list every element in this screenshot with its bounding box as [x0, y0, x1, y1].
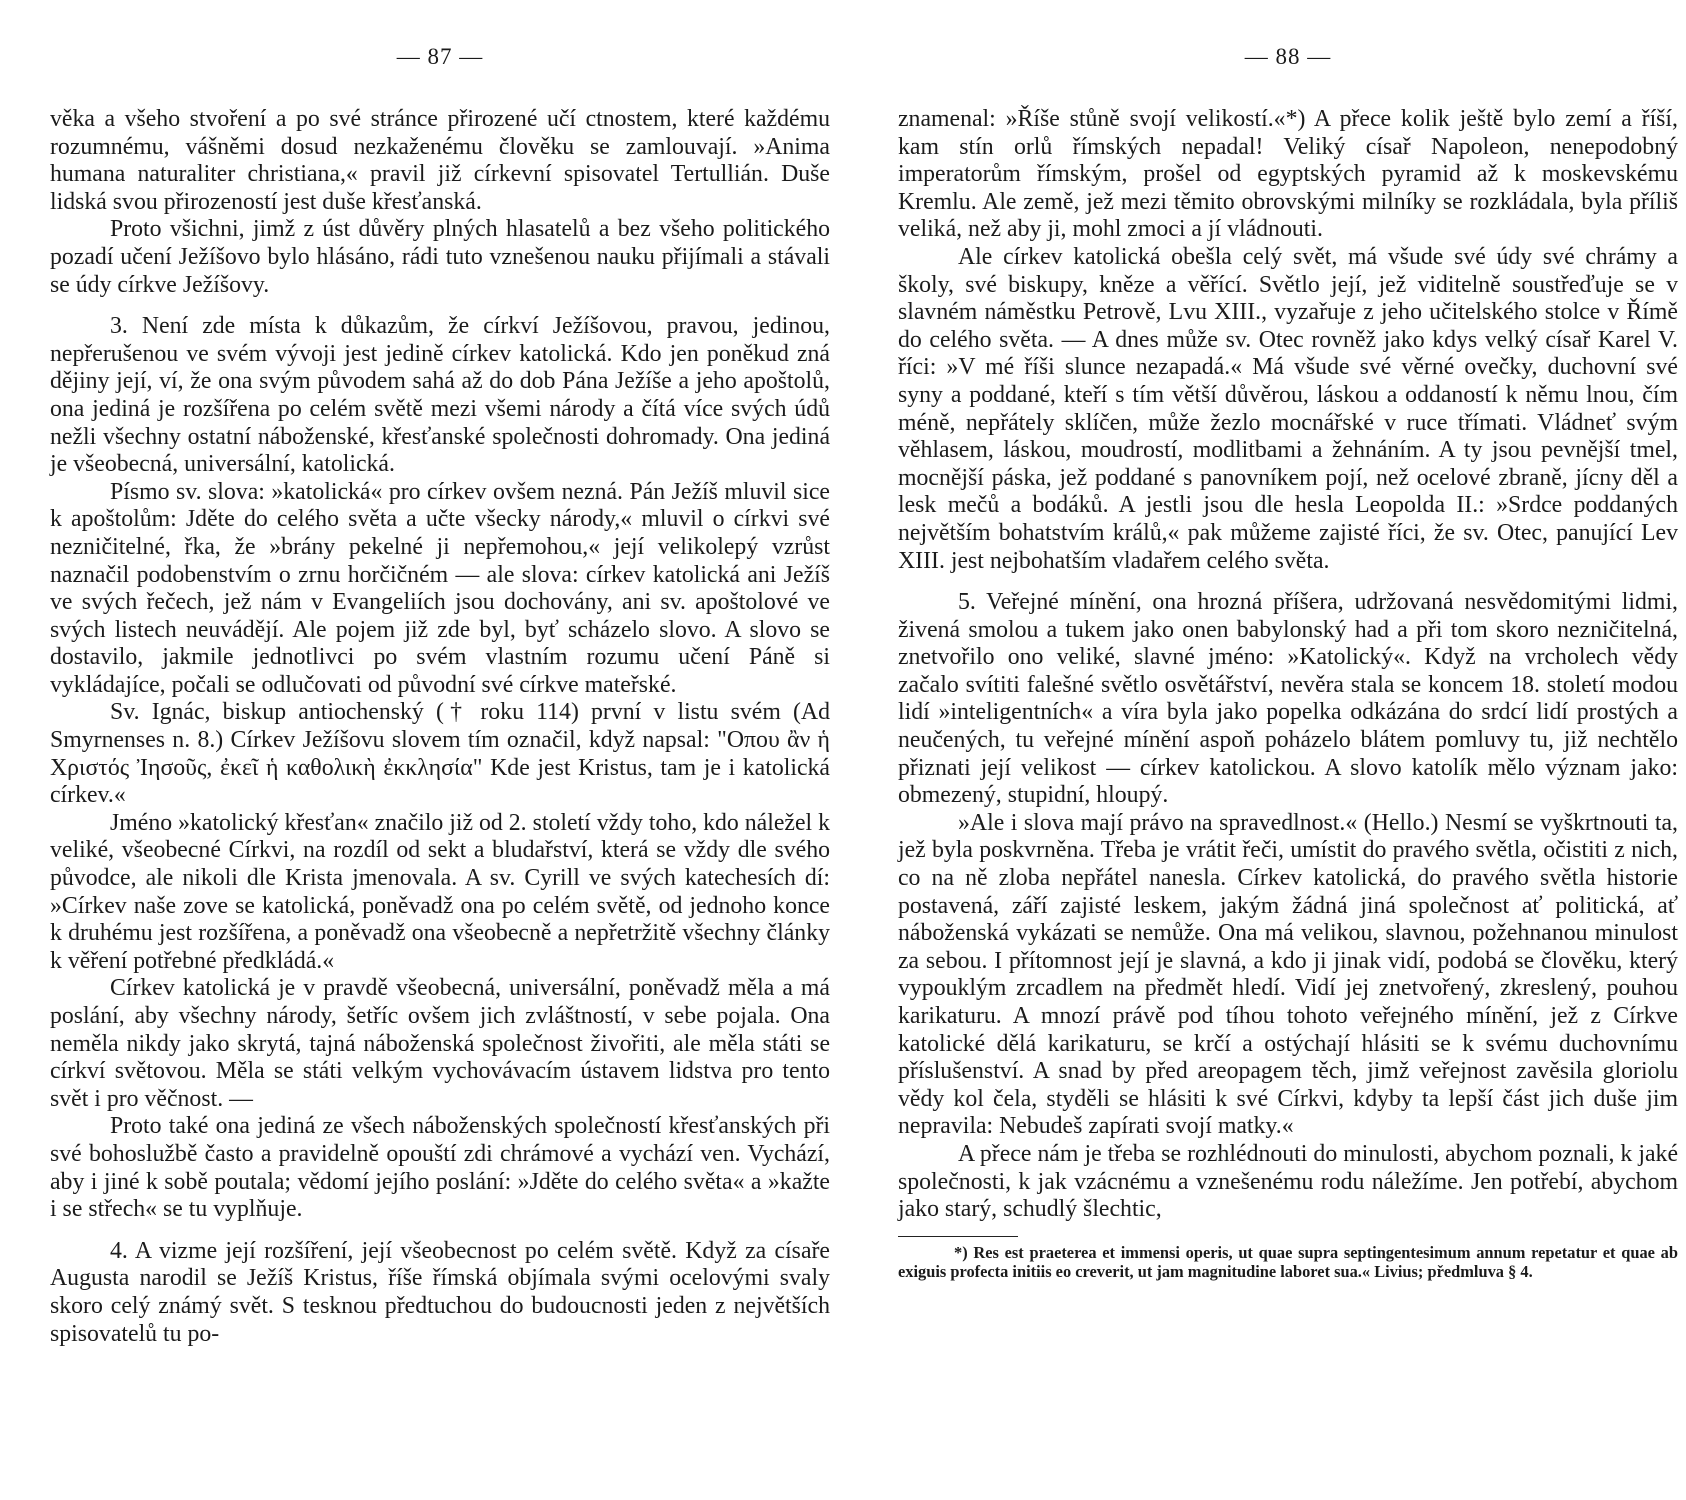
paragraph: Jméno »katolický křesťan« značilo již od 2. století vždy toho, kdo náležel k veliké, všeobecné Církvi, na rozdíl od sekt a bludařství, která se vždy dle svého původce, ale nikoli dle Krista jmenovala. A sv. Cyrill ve svých katechesích dí: »Církev naše zove se katolická, poněvadž ona po celém světě, od jednoho konce k druhému jest rozšířena, a poněvadž ona všeobecně a nepřetržitě všechny články k věření potřebné předkládá.«: [50, 809, 830, 974]
page-text: [898, 106, 1678, 1224]
paragraph: Proto všichni, jimž z úst důvěry plných hlasatelů a bez všeho politického pozadí učení Ježíšovo bylo hlásáno, rádi tuto vznešenou nauku přijímali a stávali se údy církve Ježíšovy.: [50, 216, 830, 298]
paragraph: Církev katolická je v pravdě všeobecná, universální, poněvadž měla a má poslání, aby všechny národy, šetříc ovšem jich zvláštností, v sebe pojala. Ona neměla nikdy jako skrytá, tajná náboženská společnost živořiti, ale měla státi se církví světovou. Měla se státi velkým vychovávacím ústavem lidstva pro tento svět i pro věčnost. —: [50, 975, 830, 1112]
page-text: [50, 106, 830, 1348]
footnote: *) Res est praeterea et immensi operis, ut quae supra septingentesimum annum repetatur et quae ab exiguis profecta initiis eo creverit, ut jam magnitudine laboret sua.« Livius; předmluva § 4.: [898, 1242, 1678, 1281]
paragraph: A přece nám je třeba se rozhlédnouti do minulosti, abychom poznali, k jaké společnosti, k jak vzácnému a vznešenému rodu náležíme. Jen potřebí, abychom jako starý, schudlý šlechtic,: [898, 1140, 1678, 1223]
paragraph: věka a všeho stvoření a po své stránce přirozené učí ctnostem, které každému rozumnému, vášněmi dosud nezkaženému člověku se zamlouvají. »Anima humana naturaliter christiana,« pravil již církevní spisovatel Tertullián. Duše lidská svou přirozeností jest duše křesťanská.: [50, 106, 830, 215]
left-page: [50, 0, 830, 1348]
right-page: [898, 0, 1678, 1281]
paragraph: Proto také ona jediná ze všech náboženských společností křesťanských při své bohoslužbě často a pravidelně opouští zdi chrámové a vychází ven. Vychází, aby i jiné k sobě poutala; vědomí jejího poslání: »Jděte do celého světa« a »kažte i se střech« se tu vyplňuje.: [50, 1113, 830, 1223]
paragraph: 3. Není zde místa k důkazům, že církví Ježíšovou, pravou, jedinou, nepřerušenou ve svém vývoji jest jedině církev katolická. Kdo jen poněkud zná dějiny její, ví, že ona svým původem sahá až do dob Pána Ježíše a jeho apoštolů, ona jediná je rozšířena po celém světě mezi všemi národy a čítá více svých údů nežli všechny ostatní náboženské, křesťanské společnosti dohromady. Ona jediná je všeobecná, universální, katolická.: [50, 313, 830, 478]
footnote-divider: [898, 1236, 1018, 1237]
paragraph: Sv. Ignác, biskup antiochenský († roku 114) první v listu svém (Ad Smyrnenses n. 8.) Církev Ježíšovu slovem tím označil, když napsal: "Οπου ἂν ἡ Χριστός Ἰησοῦς, ἐκεῖ ἡ καθολικὴ ἐκκλησία" Kde jest Kristus, tam je i katolická církev.«: [50, 699, 830, 809]
page-number: — 88 —: [1244, 44, 1332, 69]
paragraph: »Ale i slova mají právo na spravedlnost.« (Hello.) Nesmí se vyškrtnouti ta, jež byla poskvrněna. Třeba je vrátit řeči, umístit do pravého světla, očistiti z nich, co na ně zloba nepřátel nanesla. Církev katolická, do pravého světla historie postavená, září zajisté leskem, jakým žádná jiná společnost ať politická, ať náboženská vykázati se nemůže. Ona má velikou, slavnou, požehnanou minulost za sebou. I přítomnost její je slavná, a kdo ji jinak vidí, podobá se člověku, který vypouklým zrcadlem na předmět hledí. Vidí jej znetvořený, zkreslený, pouhou karikaturu. A mnozí právě pod tíhou tohoto veřejného mínění, jež z Církve katolické dělá karikaturu, se krčí a ostýchají hlásiti se k svému duchovnímu příslušenství. A snad by před areopagem těch, jimž veřejnost zavěsila gloriolu vědy kol čela, styděli se hlásiti k své Církvi, kdyby ta lepší část jich duše jim nepravila: Nebudeš zapírati svojí matky.«: [898, 809, 1678, 1140]
paragraph: znamenal: »Říše stůně svojí velikostí.«*) A přece kolik ještě bylo zemí a říší, kam stín orlů římských nepadal! Veliký císař Napoleon, nenepodobný imperatorům římským, prošel od egyptských pyramid až k moskevskému Kremlu. Ale země, jež mezi těmito obrovskými milníky se rozkládala, byla příliš veliká, než aby ji, mohl zmoci a jí vládnouti.: [898, 106, 1678, 243]
page-number: — 87 —: [396, 44, 484, 69]
paragraph: Písmo sv. slova: »katolická« pro církev ovšem nezná. Pán Ježíš mluvil sice k apoštolům: Jděte do celého světa a učte všecky národy,« mluvil o církvi své nezničitelné, řka, že »brány pekelné ji nepřemohou,« její velikolepý vzrůst naznačil podobenstvím o zrnu horčičném — ale slova: církev katolická ani Ježíš ve svých řečech, jež nám v Evangeliích jsou dochovány, ani sv. apoštolové ve svých listech neuvádějí. Ale pojem již zde byl, byť scházelo slovo. A slovo se dostavilo, jakmile jednotlivci po svém vlastním rozumu učení Páně si vykládajíce, počali se odlučovati od původní své církve mateřské.: [50, 478, 830, 698]
paragraph: 5. Veřejné mínění, ona hrozná příšera, udržovaná nesvědomitými lidmi, živená smolou a tukem jako onen babylonský had a při tom skoro nezničitelná, znetvořilo ono veliké, slavné jméno: »Katolický«. Když na vrcholech vědy začalo svítiti falešné světlo osvětářství, nevěra stala se koncem 18. století modou lidí »inteligentních« a víra byla jako popelka odkázána do srdcí lidí prostých a neučených, tu veřejné mínění aspoň poházelo blátem pomluvy tu, již nechtělo přiznati její velikost — církev katolickou. A slovo katolík mělo význam jako: obmezený, stupidní, hloupý.: [898, 589, 1678, 809]
paragraph: 4. A vizme její rozšíření, její všeobecnost po celém světě. Když za císaře Augusta narodil se Ježíš Kristus, říše římská objímala svými ocelovými svaly skoro celý známý svět. S tesknou předtuchou do budoucnosti jeden z největších spisovatelů tu po-: [50, 1237, 830, 1347]
paragraph: Ale církev katolická obešla celý svět, má všude své údy své chrámy a školy, své biskupy, kněze a věřící. Světlo její, jež viditelně soustřeďuje se v slavném náměstku Petrově, Lvu XIII., vyzařuje z jeho učitelského stolce v Římě do celého světa. — A dnes může sv. Otec rovněž jako kdys velký císař Karel V. říci: »V mé říši slunce nezapadá.« Má všude své věrné ovečky, duchovní své syny a poddané, kteří s tím větší důvěrou, láskou a oddaností k němu lnou, čím méně, nepřátely sklíčen, může žezlo mocnářské v ruce třímati. Vládneť svým věhlasem, láskou, moudrostí, modlitbami a žehnáním. A ty jsou pevnější tmel, mocnější páska, jež poddané s panovníkem pojí, než ocelové zbraně, jícny děl a lesk mečů a bodáků. A jestli jsou dle hesla Leopolda II.: »Srdce poddaných největším bohatstvím králů,« pak můžeme zajisté říci, že sv. Otec, panující Lev XIII. jest nejbohatším vladařem celého světa.: [898, 243, 1678, 574]
